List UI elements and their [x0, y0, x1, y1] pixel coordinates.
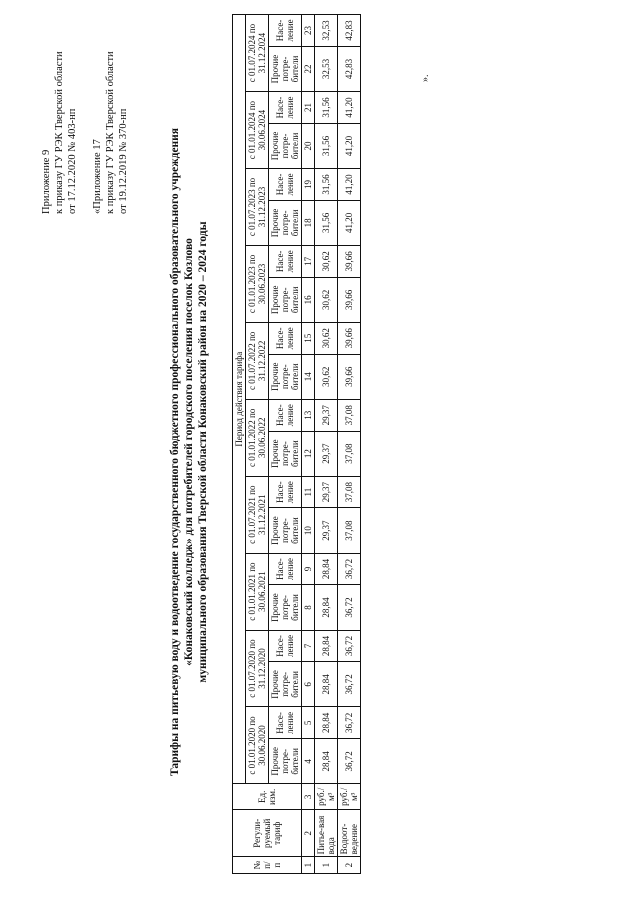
tariff-value: 36,72: [338, 662, 361, 707]
subheader-population-1: Насе-ление: [269, 707, 302, 739]
row-unit: руб./м³: [338, 784, 361, 810]
subheader-population-7: Насе-ление: [269, 245, 302, 277]
tariff-value: 37,08: [338, 431, 361, 476]
tariff-value: 29,37: [315, 399, 338, 431]
document-header: [40, 4, 142, 214]
tariff-value: 28,84: [315, 739, 338, 784]
tariff-table: [232, 14, 361, 874]
prev-line-1: «Приложение 17: [92, 139, 103, 214]
col-header-unit: Ед. изм.: [233, 784, 302, 810]
tariff-value: 29,37: [315, 508, 338, 553]
period-8: с 01.07.2023 по 31.12.2023: [246, 169, 269, 246]
tariff-value: 30,62: [315, 322, 338, 354]
tariff-value: 32,53: [315, 46, 338, 91]
prev-line-3: от 19.12.2019 № 370-нп: [118, 108, 129, 214]
tariff-value: 37,08: [338, 508, 361, 553]
tariff-value: 30,62: [315, 245, 338, 277]
period-1: с 01.01.2020 по 30.06.2020: [246, 707, 269, 784]
column-number-14: 14: [302, 354, 315, 399]
subheader-population-3: Насе-ление: [269, 553, 302, 585]
column-number-7: 7: [302, 630, 315, 662]
tariff-value: 31,56: [315, 92, 338, 124]
period-3: с 01.01.2021 по 30.06.2021: [246, 553, 269, 630]
period-2: с 01.07.2020 по 31.12.2020: [246, 630, 269, 707]
subheader-population-5: Насе-ление: [269, 399, 302, 431]
tariff-value: 31,56: [315, 123, 338, 168]
column-number-16: 16: [302, 277, 315, 322]
subheader-population-2: Насе-ление: [269, 630, 302, 662]
tariff-value: 41,20: [338, 92, 361, 124]
column-number-9: 9: [302, 553, 315, 585]
column-number-4: 4: [302, 739, 315, 784]
subheader-other-8: Прочие потре-бители: [269, 200, 302, 245]
column-number-19: 19: [302, 169, 315, 201]
appendix-line-1: Приложение 9: [41, 149, 52, 214]
document-title: [168, 0, 210, 904]
table-row: [315, 15, 338, 874]
prev-line-2: к приказу ГУ РЭК Тверской области: [105, 51, 116, 214]
row-number: 1: [315, 857, 338, 874]
subheader-population-4: Насе-ление: [269, 476, 302, 508]
column-number-1: 1: [302, 857, 315, 874]
tariff-value: 28,84: [315, 630, 338, 662]
column-number-22: 22: [302, 46, 315, 91]
tariff-value: 29,37: [315, 476, 338, 508]
tariff-value: 41,20: [338, 200, 361, 245]
column-number-20: 20: [302, 123, 315, 168]
subheader-other-7: Прочие потре-бители: [269, 277, 302, 322]
subheader-other-4: Прочие потре-бители: [269, 508, 302, 553]
period-5: с 01.01.2022 по 30.06.2022: [246, 399, 269, 476]
column-number-5: 5: [302, 707, 315, 739]
column-number-6: 6: [302, 662, 315, 707]
col-header-no: № п/п: [233, 857, 302, 874]
subheader-population-6: Насе-ление: [269, 322, 302, 354]
period-9: с 01.01.2024 по 30.06.2024: [246, 92, 269, 169]
period-10: с 01.07.2024 по 31.12.2024: [246, 15, 269, 92]
tariff-value: 28,84: [315, 585, 338, 630]
subheader-other-9: Прочие потре-бители: [269, 123, 302, 168]
subheader-other-10: Прочие потре-бители: [269, 46, 302, 91]
column-number-18: 18: [302, 200, 315, 245]
period-6: с 01.07.2022 по 31.12.2022: [246, 322, 269, 399]
title-line-1: Тарифы на питьевую воду и водоотведение государственного бюджетного профессионального образовательного учреждения: [169, 127, 181, 777]
column-number-11: 11: [302, 476, 315, 508]
tariff-value: 30,62: [315, 277, 338, 322]
tariff-value: 28,84: [315, 707, 338, 739]
appendix-line-2: к приказу ГУ РЭК Тверской области: [54, 51, 65, 214]
col-header-tariff: Регули-руемый тариф: [233, 810, 302, 857]
tariff-value: 31,56: [315, 200, 338, 245]
column-number-23: 23: [302, 15, 315, 47]
appendix-line-3: от 17.12.2020 № 403-нп: [67, 108, 78, 214]
subheader-population-10: Насе-ление: [269, 15, 302, 47]
column-number-13: 13: [302, 399, 315, 431]
tariff-value: 41,20: [338, 123, 361, 168]
subheader-other-3: Прочие потре-бители: [269, 585, 302, 630]
tariff-value: 39,66: [338, 322, 361, 354]
column-number-3: 3: [302, 784, 315, 810]
tariff-value: 36,72: [338, 553, 361, 585]
title-line-2: «Конаковский колледж» для потребителей городского поселения поселок Козлово: [183, 238, 195, 666]
period-4: с 01.07.2021 по 31.12.2021: [246, 476, 269, 553]
tariff-value: 36,72: [338, 630, 361, 662]
subheader-other-6: Прочие потре-бители: [269, 354, 302, 399]
row-unit: руб./м³: [315, 784, 338, 810]
title-line-3: муниципального образования Тверской области Конаковский район на 2020 – 2024 годы: [197, 221, 209, 683]
tariff-value: 36,72: [338, 739, 361, 784]
tariff-value: 32,53: [315, 15, 338, 47]
tariff-value: 29,37: [315, 431, 338, 476]
tariff-value: 37,08: [338, 476, 361, 508]
tariff-value: 31,56: [315, 169, 338, 201]
row-number: 2: [338, 857, 361, 874]
column-number-21: 21: [302, 92, 315, 124]
period-7: с 01.01.2023 по 30.06.2023: [246, 245, 269, 322]
subheader-population-8: Насе-ление: [269, 169, 302, 201]
tariff-value: 41,20: [338, 169, 361, 201]
tariff-value: 42,83: [338, 46, 361, 91]
column-number-2: 2: [302, 810, 315, 857]
tariff-value: 36,72: [338, 707, 361, 739]
column-number-15: 15: [302, 322, 315, 354]
subheader-other-2: Прочие потре-бители: [269, 662, 302, 707]
tariff-value: 39,66: [338, 245, 361, 277]
tariff-value: 28,84: [315, 553, 338, 585]
previous-appendix-block: [91, 4, 130, 214]
column-number-17: 17: [302, 245, 315, 277]
tariff-value: 42,83: [338, 15, 361, 47]
column-number-8: 8: [302, 585, 315, 630]
subheader-other-5: Прочие потре-бители: [269, 431, 302, 476]
tariff-value: 39,66: [338, 277, 361, 322]
closing-mark: ».: [420, 74, 431, 82]
tariff-value: 39,66: [338, 354, 361, 399]
tariff-value: 28,84: [315, 662, 338, 707]
row-tariff-name: Питье-вая вода: [315, 810, 338, 857]
column-number-10: 10: [302, 508, 315, 553]
period-header: Период действия тарифа: [233, 15, 246, 784]
tariff-value: 36,72: [338, 585, 361, 630]
tariff-value: 37,08: [338, 399, 361, 431]
subheader-population-9: Насе-ление: [269, 92, 302, 124]
row-tariff-name: Водоот-ведение: [338, 810, 361, 857]
appendix-block: [40, 4, 79, 214]
column-number-12: 12: [302, 431, 315, 476]
subheader-other-1: Прочие потре-бители: [269, 739, 302, 784]
tariff-value: 30,62: [315, 354, 338, 399]
table-row: [338, 15, 361, 874]
